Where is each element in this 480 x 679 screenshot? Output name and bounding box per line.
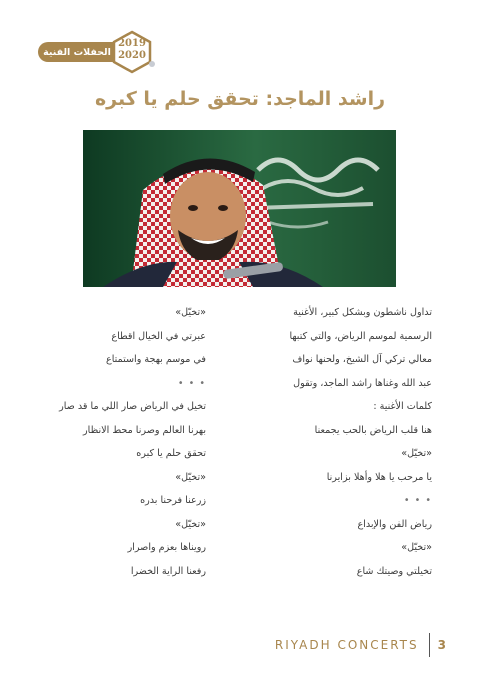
text-line: تداول ناشطون وبشكل كبير، الأغنية — [293, 307, 432, 318]
text-line: «تخيّل» — [401, 448, 432, 459]
text-line: «تخيّل» — [175, 518, 206, 530]
text-line: هنا قلب الرياض بالحب يجمعنا — [314, 424, 432, 436]
year-end: 2020 — [118, 50, 146, 61]
lyrics-column-right — [254, 304, 432, 586]
separator-dots: • • • — [177, 377, 206, 389]
year-hexagon — [110, 30, 154, 74]
footer-divider — [429, 633, 430, 657]
text-line: «تخيّل» — [175, 307, 206, 318]
section-badge — [38, 32, 150, 68]
text-line: كلمات الأغنية : — [373, 401, 432, 412]
text-line: تخيل في الرياض صار اللي ما قد صار — [59, 401, 206, 412]
decorative-dot — [149, 61, 155, 67]
lyrics-column-left — [28, 304, 206, 586]
text-line: يا مرحب يا هلا وأهلا بزايرنا — [326, 471, 432, 483]
text-line: «تخيّل» — [401, 542, 432, 553]
text-line: الرسمية لموسم الرياض، والتي كتبها — [289, 330, 432, 342]
page-number: 3 — [437, 638, 446, 652]
footer-title: RIYADH CONCERTS — [274, 638, 419, 652]
text-line: بهرنا العالم وصرنا محط الانظار — [83, 424, 206, 436]
article-title: راشد الماجد: تحقق حلم يا كبره — [94, 88, 386, 110]
text-line: «تخيّل» — [175, 471, 206, 483]
text-line: رياض الفن والإبداع — [357, 518, 432, 530]
text-line: عبد الله وغناها راشد الماجد، وتقول — [293, 377, 432, 389]
year-start: 2019 — [118, 38, 146, 49]
text-line: زرعنا فرحنا بدره — [140, 495, 206, 506]
text-line: تخيلتي وصيتك شاع — [356, 565, 432, 577]
page-footer — [275, 632, 446, 658]
text-line: تحقق حلم يا كبره — [136, 448, 206, 459]
separator-dots: • • • — [403, 495, 432, 506]
badge-label: الحفلات الفنية — [38, 42, 134, 62]
text-line: رويناها بعزم واصرار — [127, 542, 206, 553]
text-line: معالي تركي آل الشيخ، ولحنها نواف — [292, 354, 432, 365]
text-line: في موسم بهجة واستمتاع — [106, 354, 206, 365]
text-line: عبرتي في الخيال اقطاع — [111, 330, 206, 342]
singer-photo — [83, 130, 396, 287]
text-line: رفعنا الراية الخضرا — [130, 565, 206, 577]
